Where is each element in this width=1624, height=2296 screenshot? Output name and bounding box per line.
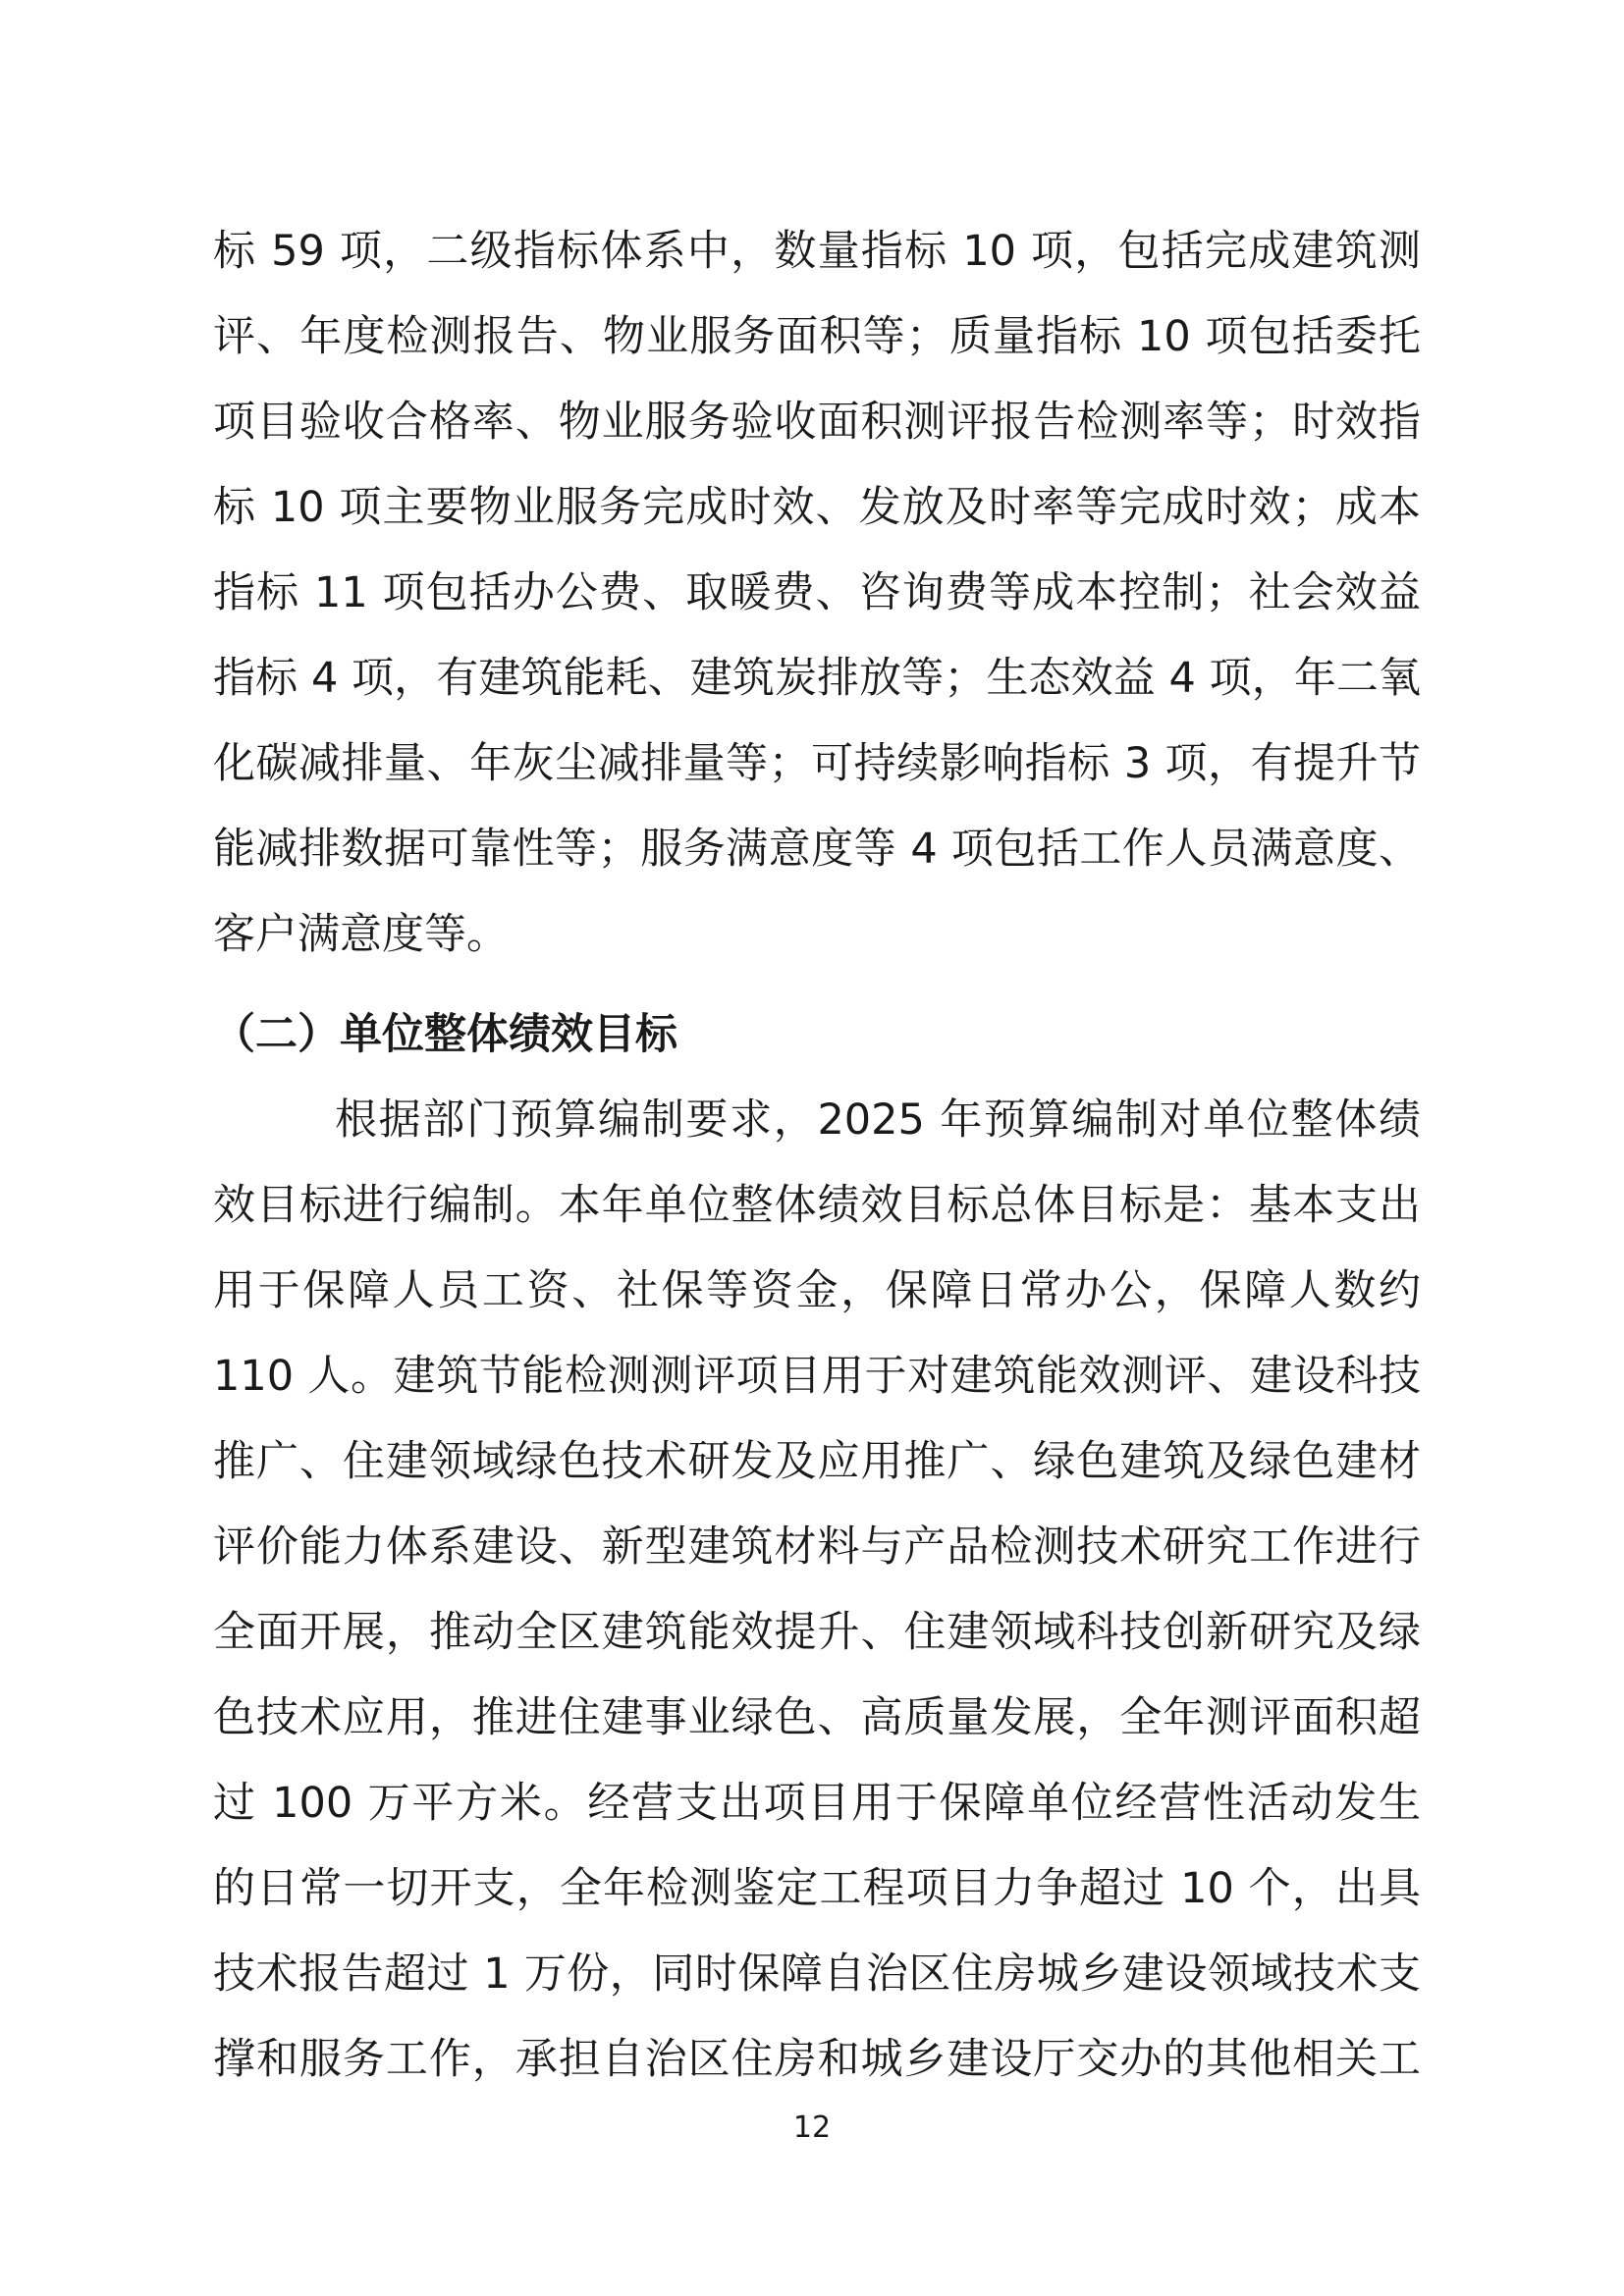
section-heading-block — [213, 992, 1421, 1078]
text-line: 评、年度检测报告、物业服务面积等；质量指标 10 项包括委托 — [213, 312, 1421, 361]
paragraph-unit-performance-goals — [213, 1078, 1421, 2103]
page-number: 12 — [792, 2110, 832, 2145]
text-line: 指标 11 项包括办公费、取暖费、咨询费等成本控制；社会效益 — [213, 568, 1421, 617]
text-line: 效目标进行编制。本年单位整体绩效目标总体目标是：基本支出 — [213, 1181, 1421, 1230]
text-line: 化碳减排量、年灰尘减排量等；可持续影响指标 3 项，有提升节 — [213, 739, 1421, 788]
text-line: 全面开展，推动全区建筑能效提升、住建领域科技创新研究及绿 — [213, 1608, 1421, 1657]
text-line: 的日常一切开支，全年检测鉴定工程项目力争超过 10 个，出具 — [213, 1864, 1421, 1913]
section-heading: （二）单位整体绩效目标 — [213, 1010, 677, 1059]
text-line: 能减排数据可靠性等；服务满意度等 4 项包括工作人员满意度、 — [213, 825, 1421, 874]
text-line: 客户满意度等。 — [213, 910, 509, 959]
text-line: 110 人。建筑节能检测测评项目用于对建筑能效测评、建设科技 — [213, 1352, 1421, 1401]
text-line: 过 100 万平方米。经营支出项目用于保障单位经营性活动发生 — [213, 1779, 1421, 1828]
text-line: 撑和服务工作，承担自治区住房和城乡建设厅交办的其他相关工 — [213, 2035, 1421, 2084]
text-line: 项目验收合格率、物业服务验收面积测评报告检测率等；时效指 — [213, 398, 1421, 447]
text-line: 评价能力体系建设、新型建筑材料与产品检测技术研究工作进行 — [213, 1522, 1421, 1572]
text-line: 标 59 项，二级指标体系中，数量指标 10 项，包括完成建筑测 — [213, 227, 1421, 276]
text-line: 标 10 项主要物业服务完成时效、发放及时率等完成时效；成本 — [213, 483, 1421, 532]
text-line: 用于保障人员工资、社保等资金，保障日常办公，保障人数约 — [213, 1266, 1421, 1315]
text-line: 根据部门预算编制要求，2025 年预算编制对单位整体绩 — [335, 1095, 1421, 1145]
text-line: 指标 4 项，有建筑能耗、建筑炭排放等；生态效益 4 项，年二氧 — [213, 654, 1421, 703]
paragraph-performance-indicators — [213, 209, 1421, 978]
text-line: 推广、住建领域绿色技术研发及应用推广、绿色建筑及绿色建材 — [213, 1437, 1421, 1486]
text-line: 色技术应用，推进住建事业绿色、高质量发展，全年测评面积超 — [213, 1693, 1421, 1742]
text-line: 技术报告超过 1 万份，同时保障自治区住房城乡建设领域技术支 — [213, 1949, 1421, 1999]
